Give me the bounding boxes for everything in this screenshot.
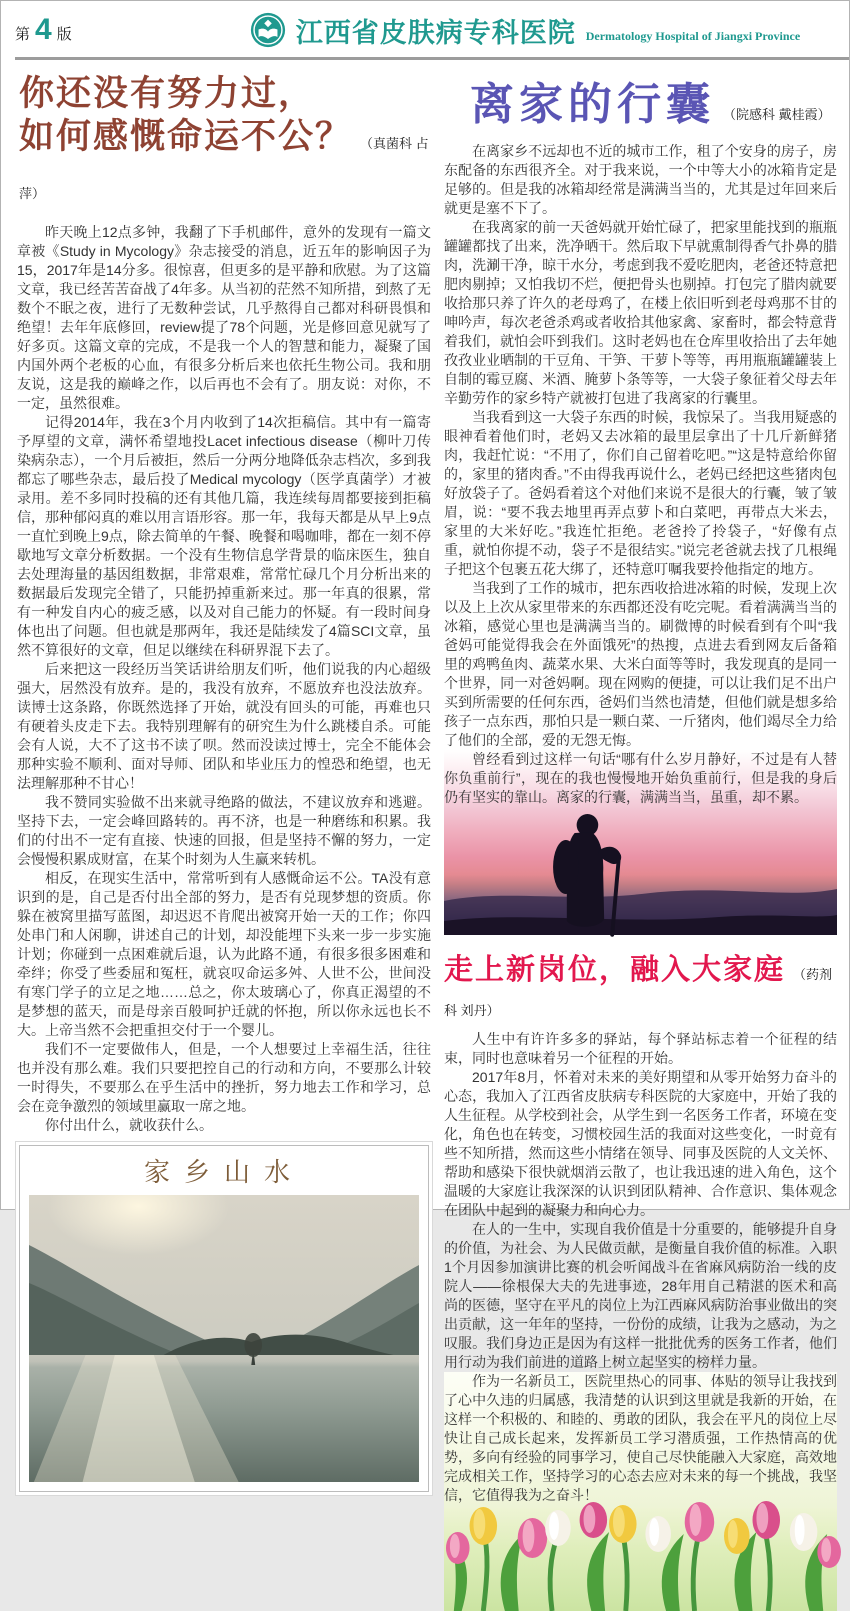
article1-title-line1: 你还没有努力过， — [19, 73, 316, 114]
article1-byline: （真菌科 占萍） — [19, 136, 429, 201]
hospital-name-en: Dermatology Hospital of Jiangxi Province — [585, 28, 801, 43]
hospital-name-cn: 江西省皮肤病专科医院 — [295, 17, 576, 48]
sunset-hiker-photo — [444, 809, 837, 935]
tulip-photo-scene — [444, 1508, 837, 1611]
article3-paragraph: 人生中有许许多多的驿站，每个驿站标志着一个征程的结束，同时也意味着另一个征程的开始。 — [444, 1031, 837, 1066]
article3-overlay-block — [444, 1372, 837, 1508]
article1-paragraph: 记得2014年，我在3个月内收到了14次拒稿信。其中有一篇寄予厚望的文章，满怀希望地投Lacet infectious disease（柳叶刀传染病杂志），一个月后被拒，然后一分两分地降低杂志档次，多到我都忘了哪些杂志，最后投了Medical mycology（医学真菌学）才被录用。差不多同时投稿的还有其他几篇，我连续每周都要接到拒稿信，那种郁闷真的难以用言语形容。那一年，我每天都是从早上9点一直忙到晚上9点，除去简单的午餐、晚餐和喝咖啡，都在一刻不停歇地写文章分析数据。一个没有生物信息学背景的临床医生，独自去处理海量的基因组数据，非常艰难，常常忙碌几个月分析出来的数据最后发现完全错了，只能扔掉重新来过。那一年真的很累，常有一种发自内心的疲乏感，以及对自己能力的怀疑。有一段时间身体也出了问题。但也就是那两年，我还是陆续发了4篇SCI文章，虽然不算很好的文章，但足以继续在科研界混下去了。 — [17, 414, 431, 658]
article3-title — [444, 947, 837, 1022]
hospital-logo-icon — [250, 12, 286, 48]
article1-paragraph: 相反，在现实生活中，常常听到有人感慨命运不公。TA没有意识到的是，自己是否付出全部的努力，是否有兑现梦想的资质。你躲在被窝里描写蓝图，却迟迟不肯爬出被窝开始一天的工作；你四处串门和人闲聊，讲述自己的计划，却没能埋下头来一步一步实施计划；你碰到一点困难就后退，认为此路不通，有很多很多困难和牵绊；你受了些委屈和冤枉，就哀叹命运多舛、人世不公，世间没有寒门学子的立足之地……总之，你太玻璃心了，你真正渴望的不是梦想的蓝天，而是母亲百般呵护迁就的怀抱，所以你永远也长不大。上帝当然不会把重担交付于一个婴儿。 — [17, 870, 431, 1038]
lake-photo — [29, 1195, 419, 1482]
masthead — [250, 11, 800, 50]
sunset-photo-scene — [444, 809, 837, 935]
right-column — [444, 66, 837, 1611]
page-header — [1, 1, 849, 55]
article2-title — [470, 68, 837, 132]
article1-paragraph: 后来把这一段经历当笑话讲给朋友们听，他们说我的内心超级强大，居然没有放弃。是的，我没有放弃，不愿放弃也没法放弃。读博士这条路，你既然选择了开始，就没有回头的可能，再难也只有硬着头皮走下去。我特别理解有的研究生为什么跳楼自杀。可能会有人说，大不了这书不读了呗。然而没读过博士，完全不能体会那种实验不顺利、面对导师、团队和毕业压力的惶恐和绝望，也无法理解那种不甘心！ — [17, 661, 431, 791]
article2-overlay-block — [444, 750, 837, 809]
article2-title-text: 离家的行囊 — [470, 79, 715, 130]
left-column — [17, 66, 431, 1611]
article1-paragraph: 我们不一定要做伟人，但是，一个人想要过上幸福生活，往往也并没有那么难。我们只要把控自己的行动和方向，不要那么计较一时得失，不要那么在乎生活中的挫折，努力地去工作和学习，总会在竞争激烈的领域里赢取一席之地。 — [17, 1041, 431, 1114]
edition-label — [15, 13, 72, 47]
article2-byline: （院感科 戴桂霞） — [723, 107, 831, 122]
edition-suffix: 版 — [56, 26, 72, 43]
article2-paragraph: 当我看到这一大袋子东西的时候，我惊呆了。当我用疑惑的眼神看着他们时，老妈又去冰箱的最里层拿出了十几斤新鲜猪肉，我赶忙说：“不用了，你们自己留着吃吧。”“这是特意给你留的，家里的猪肉香。”不由得我再说什么，老妈已经把这些猪肉包好放袋子了。爸妈看着这个对他们来说不是很大的行囊，皱了皱眉，说：“要不我去地里再弄点萝卜和白菜吧，再带点大米去，家里的大米好吃。”我连忙拒绝。老爸拎了拎袋子，“好像有点重，就怕你提不动，袋子不是很结实。”说完老爸就去找了几根绳子把这个包裹五花大绑了，还特意叮嘱我要拎他指定的地方。 — [444, 409, 837, 577]
article1-title — [19, 72, 431, 215]
article1-title-line2: 如何感慨命运不公？ — [19, 116, 353, 157]
article3-title-text: 走上新岗位，融入大家庭 — [444, 952, 786, 986]
article3-paragraph: 在人的一生中，实现自我价值是十分重要的，能够提升自身的价值，为社会、为人民做贡献，是衡量自我价值的标准。入职1个月因参加演讲比赛的机会听闻战斗在省麻风病防治一线的皮院人——徐根保大夫的先进事迹，28年用自己精湛的医术和高尚的医德，坚守在平凡的岗位上为江西麻风病防治事业做出的突出贡献，这一年年的坚持，一份份的成绩，让我为之感动，为之叹服。我们身边正是因为有这样一批批优秀的医务工作者，他们用行动为我们前进的道路上树立起坚实的榜样力量。 — [444, 1221, 837, 1370]
article3-paragraph-overlay: 作为一名新员工，医院里热心的同事、体贴的领导让我找到了心中久违的归属感，我清楚的认识到这里就是我新的开始，在这样一个积极的、和睦的、勇敢的团队，我会在平凡的岗位上尽快让自己成长起来，发挥新员工学习潜质强，工作热情高的优势，多向有经验的同事学习，使自己尽快能融入大家庭，高效地完成相关工作，坚持学习的心态去应对未来的每一个挑战，我坚信，它值得我为之奋斗！ — [444, 1373, 837, 1503]
article3-paragraph: 2017年8月，怀着对未来的美好期望和从零开始努力奋斗的心态，我加入了江西省皮肤病专科医院的大家庭中，开始了我的人生征程。从学校到社会，从学生到一名医务工作者，环境在变化，角色也在转变，习惯校园生活的我面对这些变化，一时竟有些不知所措，然而这些小情绪在领导、同事及医院的人文关怀、帮助和感染下很快就烟消云散了，也让我迅速的进入角色，这个温暖的大家庭让我深深的认识到团队精神、合作意识、集体观念在团队中起到的凝聚力和向心力。 — [444, 1069, 837, 1218]
article1-paragraph: 你付出什么，就收获什么。 — [45, 1117, 213, 1133]
page-body — [1, 60, 849, 1611]
article2-paragraph: 当我到了工作的城市，把东西收拾进冰箱的时候，发现上次以及上上次从家里带来的东西都还没有吃完呢。看着满满当当的冰箱，感觉心里也是满满当当的。刷微博的时候看到有个叫“我爸妈可能觉得我会在外面饿死”的热搜，点进去看到网友后备箱里的鸡鸭鱼肉、蔬菜水果、大米白面等等时，我发现真的是同一个世界，同一对爸妈啊。现在网购的便捷，可以让我们足不出户买到所需要的任何东西，爸妈们当然也清楚，但他们就是想多给孩子一点东西，那怕只是一颗白菜、一斤猪肉，他们竭尽全力给了他们的全部，爱的无怨无悔。 — [444, 580, 837, 748]
edition-number: 4 — [35, 13, 52, 46]
article2-paragraph: 在我离家的前一天爸妈就开始忙碌了，把家里能找到的瓶瓶罐罐都找了出来，洗净晒干。然后取下早就熏制得香气扑鼻的腊肉，洗涮干净，晾干水分，考虑到我不爱吃肥肉，老爸还特意把肥肉剔掉；又怕我切不烂，便把骨头也剔掉。打包完了腊肉就要收拾那只养了许久的老母鸡了，在楼上依旧听到老母鸡那不甘的呻吟声，每次老爸杀鸡或者收拾其他家禽、家畜时，都会特意背着我们，就怕会吓到我们。这时老妈也在仓库里收拾出了去年她孜孜业业晒制的干豆角、干笋、干萝卜等等，再用瓶瓶罐罐装上自制的霉豆腐、米酒、腌萝卜条等等，一大袋子象征着父母去年辛勤劳作的家乡特产就被打包进了我离家的行囊里。 — [444, 219, 837, 406]
photo-frame-title: 家乡山水 — [143, 1158, 304, 1188]
edition-prefix: 第 — [15, 26, 31, 43]
article2-paragraph: 在离家乡不远却也不近的城市工作，租了个安身的房子，房东配备的东西很齐全。对于我来说，一个中等大小的冰箱肯定是足够的。但是我的冰箱却经常是满满当当的，尤其是过年回来后就更是塞不下了。 — [444, 143, 837, 216]
photo-frame — [19, 1145, 429, 1492]
lake-photo-scene — [29, 1195, 419, 1482]
article1-paragraph: 昨天晚上12点多钟，我翻了下手机邮件，意外的发现有一篇文章被《Study in Mycology》杂志接受的消息，近五年的影响因子为15，2017年是14分多。很惊喜，但更多的是平静和欣慰。为了这篇文章，我已经苦苦奋战了4年多。从当初的茫然不知所措，到熬了无数个不眠之夜，进行了无数种尝试，几乎熬得自己都对科研畏惧和绝望！去年年底修回，review提了78个问题，光是修回意见就写了好多页。这篇文章的完成，不是我一个人的智慧和能力，凝聚了国内国外两个老板的心血，有很多分析后来也依托生物公司。我和朋友说，这是我的巅峰之作，以后再也不会有了。朋友说：对你，不一定，虽然很难。 — [17, 224, 431, 411]
article2-paragraph-overlay: 曾经看到过这样一句话“哪有什么岁月静好，不过是有人替你负重前行”，现在的我也慢慢地开始负重前行，但是我的身后仍有坚实的靠山。离家的行囊，满满当当，虽重，却不累。 — [444, 751, 837, 805]
article3-byline: （药剂科 刘丹） — [444, 967, 833, 1018]
article1-paragraph: 我不赞同实验做不出来就寻绝路的做法，不建议放弃和逃避。坚持下去，一定会峰回路转的。再不济，也是一种磨练和积累。我们的付出不一定有直接、快速的回报，但是坚持不懈的努力，一定会慢慢积累成财富，在某个时刻为人生赢来转机。 — [17, 794, 431, 867]
tulip-photo — [444, 1508, 837, 1611]
